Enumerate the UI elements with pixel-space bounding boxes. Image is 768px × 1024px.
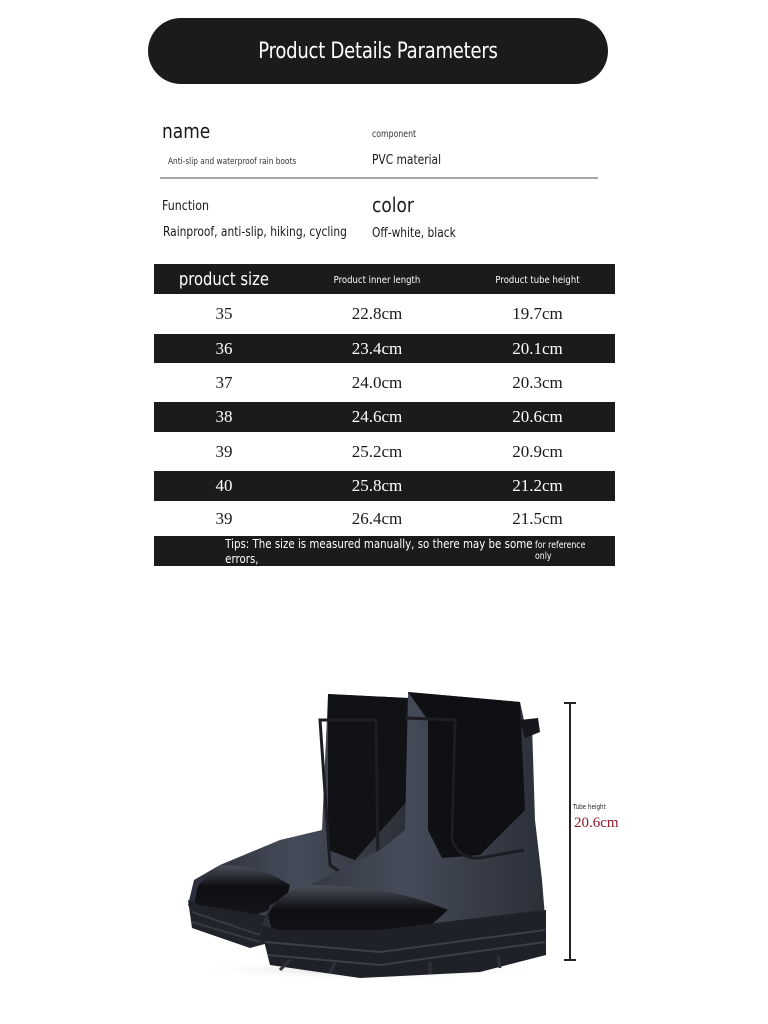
tube-height-value: 20.6cm [574,815,619,831]
header-tube-height: Product tube height [495,275,580,286]
cell-size: 36 [215,338,233,358]
name-label: name [162,119,211,143]
cell-tube-height: 20.1cm [512,338,563,358]
table-row [154,432,615,471]
cell-size: 39 [215,508,233,528]
function-value-wrap [163,223,387,241]
component-value-wrap [372,151,456,169]
tips-text: Tips: The size is measured manually, so there may be some errors, [225,536,533,566]
color-label-wrap [372,193,421,217]
name-value-wrap [168,151,324,169]
tips-row [154,536,615,566]
table-row [154,471,615,501]
cell-tube-height: 20.3cm [512,372,563,392]
component-value: PVC material [372,153,442,168]
name-value: Anti-slip and waterproof rain boots [168,157,297,167]
name-label-wrap [162,119,219,143]
measure-cap-top [564,702,576,704]
header-inner-length: Product inner length [333,275,421,286]
table-row [154,501,615,536]
cell-size: 40 [215,476,233,495]
color-value-wrap [372,224,474,242]
cell-inner-length: 26.4cm [351,508,403,528]
cell-tube-height: 20.9cm [512,441,563,461]
cell-inner-length: 24.0cm [351,372,403,392]
section-divider [160,177,598,179]
page-title: Product Details Parameters [258,38,498,64]
table-row [154,294,615,334]
component-label-wrap [372,124,426,142]
cell-inner-length: 25.2cm [351,441,403,461]
table-row [154,363,615,402]
size-table [154,264,615,566]
cell-tube-height: 21.2cm [512,476,563,495]
function-value: Rainproof, anti-slip, hiking, cycling [163,225,347,240]
cell-size: 35 [215,304,233,323]
rain-boots-icon [180,680,560,980]
table-row [154,402,615,432]
cell-tube-height: 19.7cm [512,304,563,323]
cell-size: 39 [215,441,233,461]
cell-size: 37 [215,372,233,392]
product-image-rain-boots [180,680,560,980]
tube-height-measure-line [569,702,571,961]
cell-inner-length: 22.8cm [351,304,403,323]
cell-tube-height: 20.6cm [512,407,563,426]
table-row [154,334,615,363]
table-header [154,264,615,294]
tips-note: for reference only [535,540,586,562]
measure-cap-bottom [564,959,576,961]
tube-height-label: Tube height [573,803,606,811]
cell-inner-length: 25.8cm [351,476,403,495]
header-product-size: product size [178,268,270,290]
cell-inner-length: 24.6cm [351,407,403,426]
color-value: Off-white, black [372,226,456,241]
cell-inner-length: 23.4cm [351,338,403,358]
title-banner [148,18,608,84]
function-label-wrap [162,197,217,215]
cell-size: 38 [215,407,233,426]
color-label: color [372,193,414,217]
component-label: component [372,129,417,140]
cell-tube-height: 21.5cm [512,508,563,528]
function-label: Function [162,199,210,214]
